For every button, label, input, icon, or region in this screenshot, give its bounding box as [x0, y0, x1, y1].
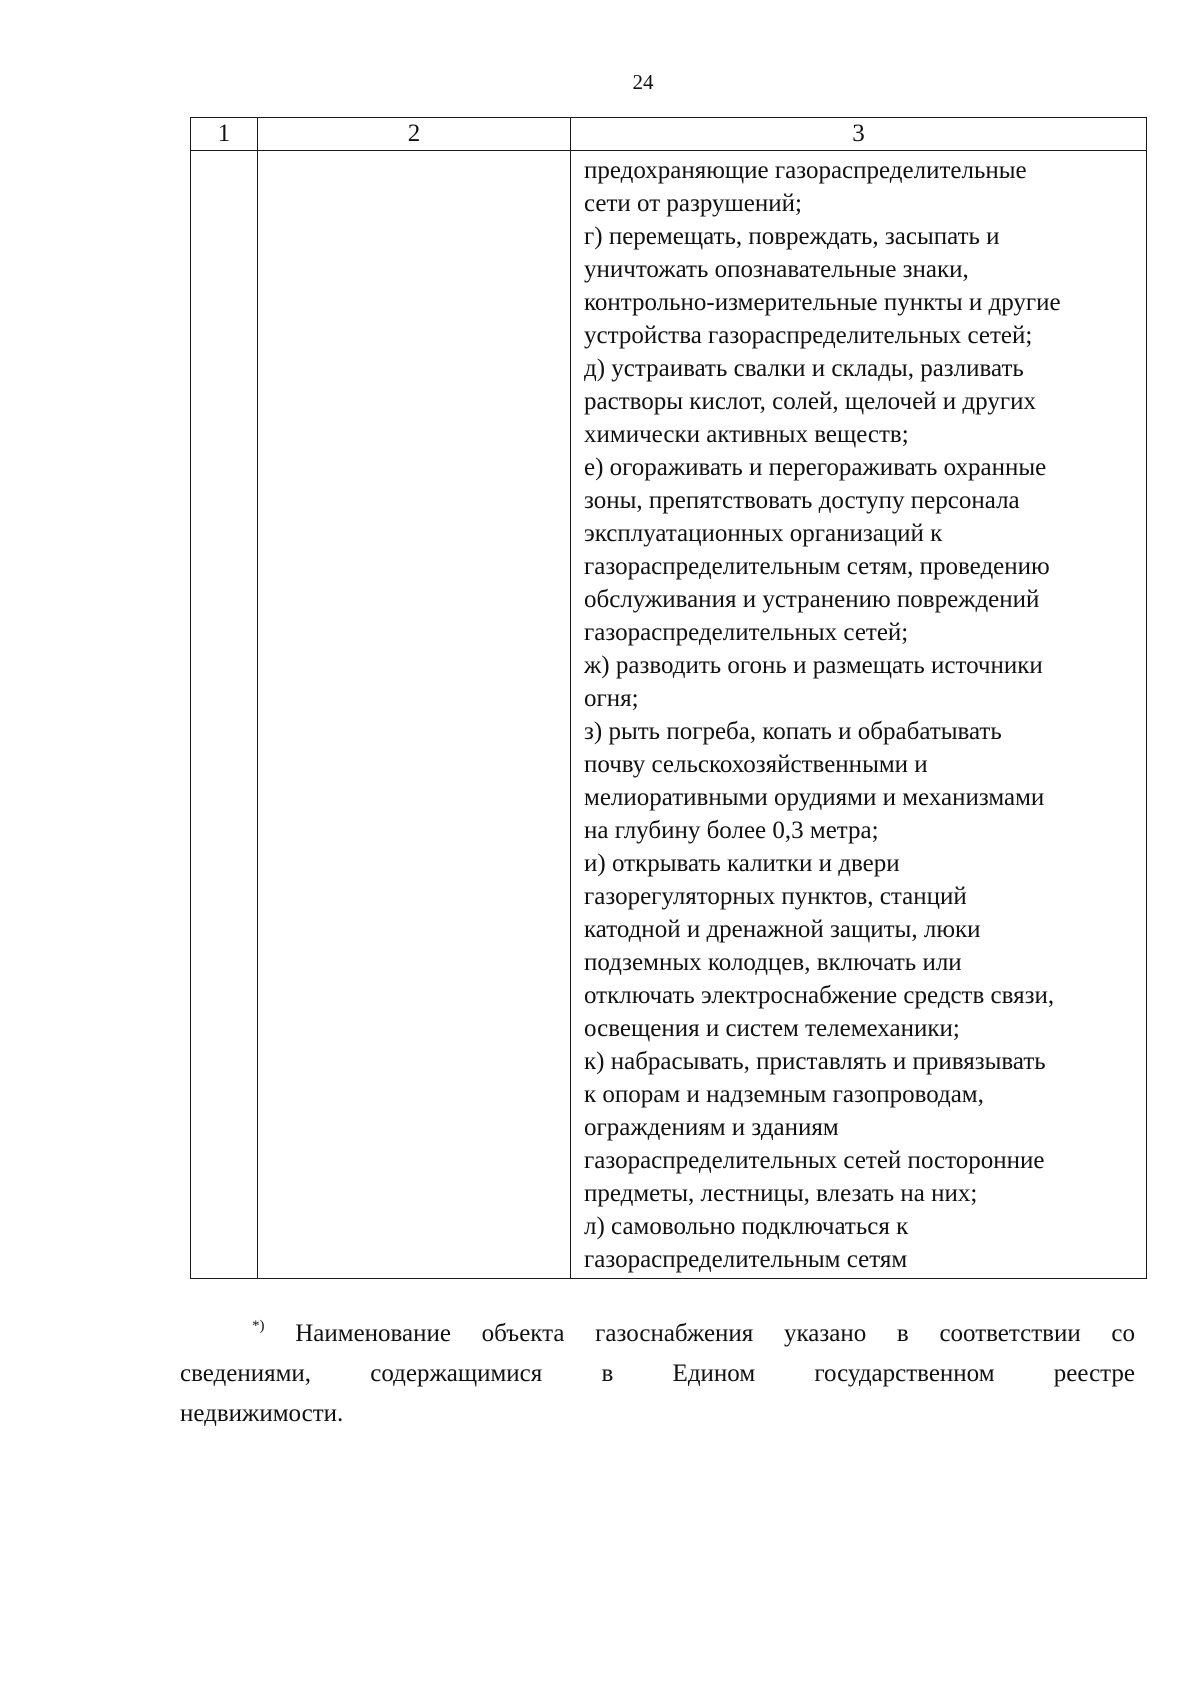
restriction-line: предохраняющие газораспределительные: [584, 157, 1027, 184]
restriction-line: мелиоративными орудиями и механизмами: [584, 784, 1045, 811]
column-header-3: 3: [571, 118, 1147, 151]
table-cell-col2: [258, 151, 571, 1279]
footnote-text-1: Наименование объекта газоснабжения указано в соответствии со: [295, 1320, 1136, 1347]
restriction-line: и) открывать калитки и двери: [584, 850, 900, 877]
restriction-line: эксплуатационных организаций к: [584, 520, 943, 547]
table-cell-col1: [191, 151, 258, 1279]
column-header-2: 2: [258, 118, 571, 151]
restriction-line: л) самовольно подключаться к: [584, 1213, 909, 1240]
table-cell-col3: [571, 151, 1147, 1279]
restriction-line: д) устраивать свалки и склады, разливать: [584, 355, 1024, 382]
restriction-line: ж) разводить огонь и размещать источники: [584, 652, 1043, 679]
restriction-line: на глубину более 0,3 метра;: [584, 817, 879, 844]
restriction-line: газораспределительным сетям, проведению: [584, 553, 1050, 580]
table-row: [191, 151, 1147, 1279]
footnote-line-1: [180, 1314, 1135, 1354]
restriction-line: обслуживания и устранению повреждений: [584, 586, 1040, 613]
restriction-line: освещения и систем телемеханики;: [584, 1015, 960, 1042]
restriction-line: почву сельскохозяйственными и: [584, 751, 928, 778]
restriction-line: контрольно-измерительные пункты и другие: [584, 289, 1061, 316]
restriction-line: ограждениям и зданиям: [584, 1114, 839, 1141]
footnote-marker: *): [252, 1317, 265, 1334]
restriction-line: подземных колодцев, включать или: [584, 949, 962, 976]
footnote-line-2: сведениями, содержащимися в Едином государственном реестре: [180, 1360, 1135, 1387]
restriction-line: газораспределительных сетей посторонние: [584, 1147, 1045, 1174]
restriction-line: огня;: [584, 685, 639, 712]
footnote: [180, 1314, 1135, 1434]
restriction-line: к опорам и надземным газопроводам,: [584, 1081, 984, 1108]
restriction-line: з) рыть погреба, копать и обрабатывать: [584, 718, 1002, 745]
page-number: 24: [632, 70, 654, 94]
restriction-line: катодной и дренажной защиты, люки: [584, 916, 981, 943]
table-header-row: [191, 118, 1147, 151]
restriction-line: уничтожать опознавательные знаки,: [584, 256, 969, 283]
restriction-line: газорегуляторных пунктов, станций: [584, 883, 967, 910]
restriction-line: е) огораживать и перегораживать охранные: [584, 454, 1047, 481]
restrictions-table: [190, 117, 1147, 1279]
restriction-line: зоны, препятствовать доступу персонала: [584, 487, 1020, 514]
restriction-line: устройства газораспределительных сетей;: [584, 322, 1033, 349]
column-header-1: 1: [191, 118, 258, 151]
restriction-line: газораспределительных сетей;: [584, 619, 909, 646]
restriction-line: сети от разрушений;: [584, 190, 802, 217]
restrictions-text: [571, 151, 1146, 1278]
restriction-line: предметы, лестницы, влезать на них;: [584, 1180, 978, 1207]
restriction-line: газораспределительным сетям: [584, 1246, 908, 1273]
restriction-line: к) набрасывать, приставлять и привязывать: [584, 1048, 1046, 1075]
restriction-line: отключать электроснабжение средств связи,: [584, 982, 1055, 1009]
footnote-line-3: недвижимости.: [180, 1400, 344, 1427]
restriction-line: химически активных веществ;: [584, 421, 909, 448]
restriction-line: г) перемещать, повреждать, засыпать и: [584, 223, 1000, 250]
restriction-line: растворы кислот, солей, щелочей и других: [584, 388, 1036, 415]
